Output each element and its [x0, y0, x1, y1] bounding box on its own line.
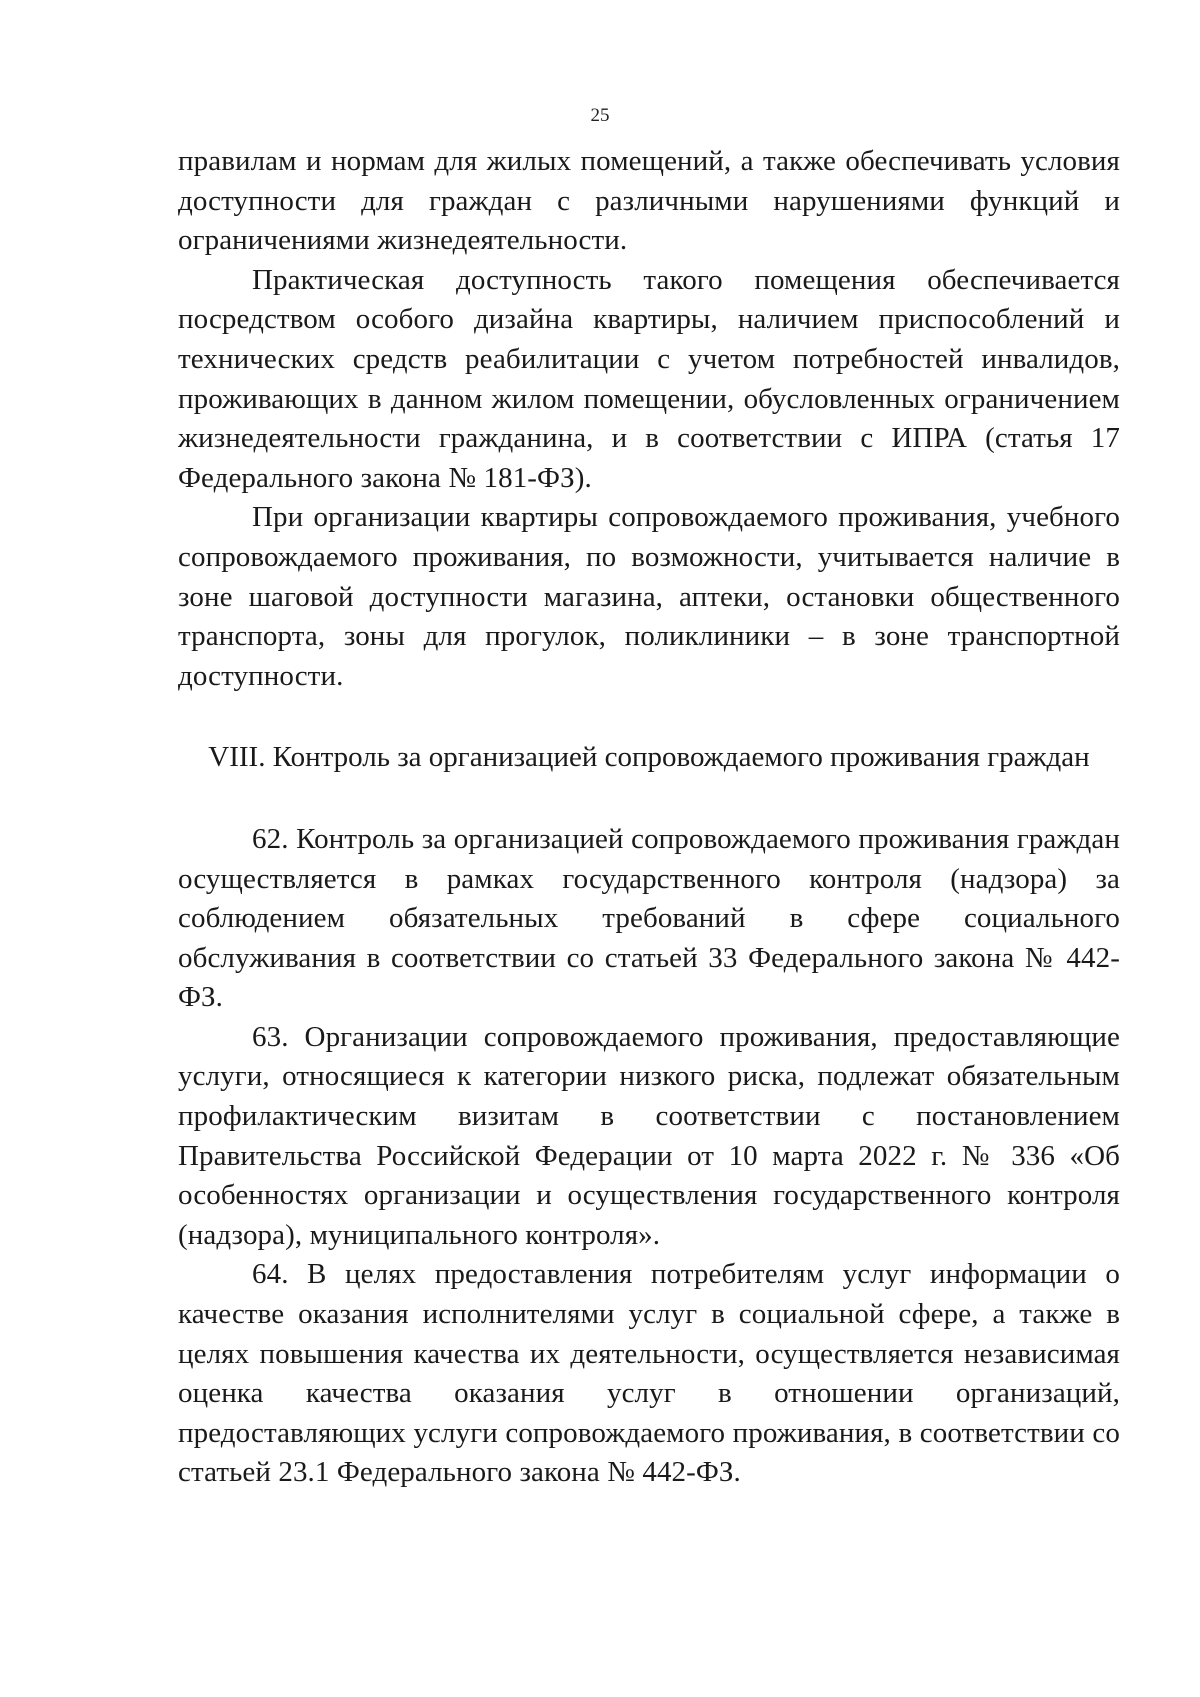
paragraph-item-64: 64. В целях предоставления потребителям услуг информации о качестве оказания исполнителями услуг в социальной сфере, а также в целях повышения качества их деятельности, осуществляется независимая оценка качества оказания услуг в отношении организаций, предоставляющих услуги сопровождаемого проживания, в соответствии со статьей 23.1 Федерального закона № 442-ФЗ.	[178, 1258, 1120, 1489]
paragraph-apartment-organization: При организации квартиры сопровождаемого проживания, учебного сопровождаемого проживания, по возможности, учитывается наличие в зоне шаговой доступности магазина, аптеки, остановки общественного транспорта, зоны для прогулок, поликлиники – в зоне транспортной доступности.	[178, 501, 1120, 692]
paragraph-practical-accessibility: Практическая доступность такого помещения обеспечивается посредством особого дизайна квартиры, наличием приспособлений и технических средств реабилитации с учетом потребностей инвалидов, проживающих в данном жилом помещении, обусловленных ограничением жизнедеятельности гражданина, и в соответствии с ИПРА (статья 17 Федерального закона № 181-ФЗ).	[178, 263, 1120, 494]
paragraph-item-62: 62. Контроль за организацией сопровождаемого проживания граждан осуществляется в рамках государственного контроля (надзора) за соблюдением обязательных требований в сфере социального обслуживания в соответствии со статьей 33 Федерального закона № 442-ФЗ.	[178, 822, 1120, 1014]
paragraph-continuation: правилам и нормам для жилых помещений, а также обеспечивать условия доступности для граждан с различными нарушениями функций и ограничениями жизнедеятельности.	[178, 145, 1120, 257]
document-body	[178, 142, 1120, 1493]
page-number: 25	[590, 105, 610, 126]
paragraph-item-63: 63. Организации сопровождаемого проживания, предоставляющие услуги, относящиеся к категории низкого риска, подлежат обязательным профилактическим визитам в соответствии с постановлением Правительства Российской Федерации от 10 марта 2022 г. № 336 «Об особенностях организации и осуществления государственного контроля (надзора), муниципального контроля».	[178, 1020, 1120, 1251]
section-heading: VIII. Контроль за организацией сопровождаемого проживания граждан	[208, 741, 1090, 774]
